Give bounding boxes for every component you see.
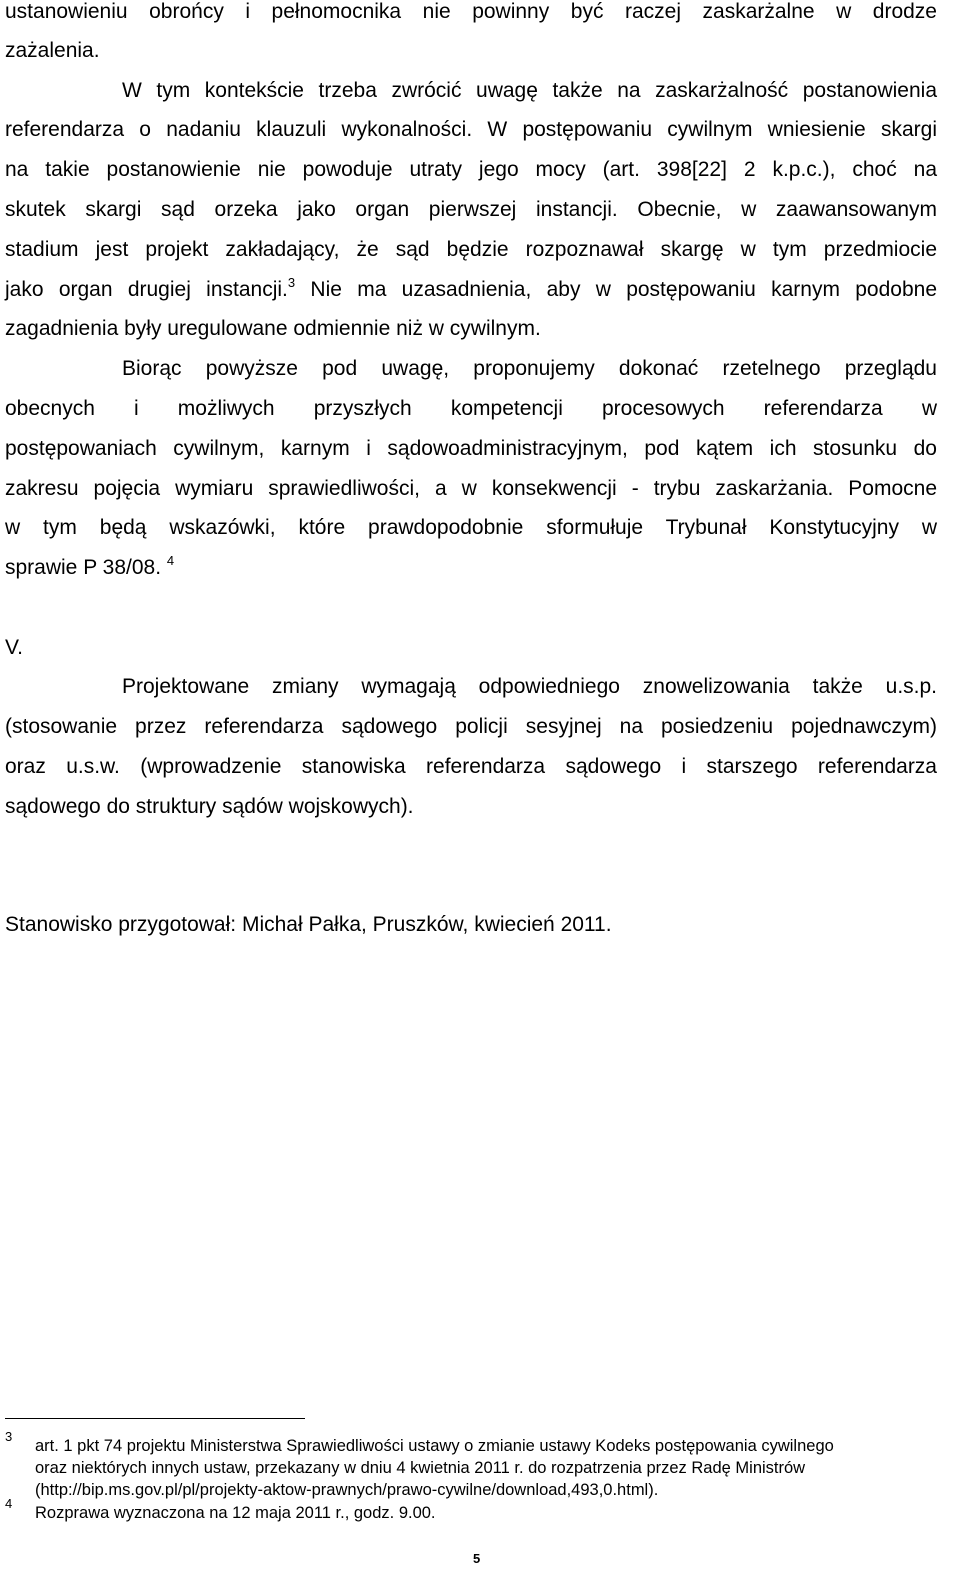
paragraph-line <box>5 553 937 580</box>
footnote-3-line: art. 1 pkt 74 projektu Ministerstwa Sprawiedliwości ustawy o zmianie ustawy Kodeks postępowania cywilnego <box>35 1437 834 1455</box>
text-run: Nie ma uzasadnienia, aby w postępowaniu karnym podobne <box>295 278 937 301</box>
paragraph-line: zażalenia. <box>5 39 100 62</box>
paragraph-line: sądowego do struktury sądów wojskowych). <box>5 795 414 818</box>
signature-line: Stanowisko przygotował: Michał Pałka, Pruszków, kwiecień 2011. <box>5 913 612 936</box>
paragraph-line: ustanowieniu obrońcy i pełnomocnika nie powinny być raczej zaskarżalne w drodze <box>5 0 937 23</box>
text-run: sprawie P 38/08. <box>5 556 162 579</box>
paragraph-line: obecnych i możliwych przyszłych kompetencji procesowych referendarza w <box>5 397 937 420</box>
paragraph-line: w tym będą wskazówki, które prawdopodobnie sformułuje Trybunał Konstytucyjny w <box>5 516 937 539</box>
footnote-4-line: Rozprawa wyznaczona na 12 maja 2011 r., godz. 9.00. <box>35 1504 436 1522</box>
footnote-ref-4[interactable]: 4 <box>166 553 175 568</box>
paragraph-line: oraz u.s.w. (wprowadzenie stanowiska referendarza sądowego i starszego referendarza <box>5 755 937 778</box>
footnote-ref-3[interactable]: 3 <box>287 275 296 290</box>
footnote-number-3: 3 <box>5 1429 13 1444</box>
footnote-3-link[interactable]: (http://bip.ms.gov.pl/pl/projekty-aktow-prawnych/prawo-cywilne/download,493,0.html). <box>35 1481 659 1499</box>
paragraph-line: Projektowane zmiany wymagają odpowiedniego znowelizowania także u.s.p. <box>122 675 937 698</box>
text-run: jako organ drugiej instancji. <box>5 278 288 301</box>
paragraph-line: referendarza o nadaniu klauzuli wykonalności. W postępowaniu cywilnym wniesienie skargi <box>5 118 937 141</box>
page-number: 5 <box>473 1551 481 1566</box>
paragraph-line: Biorąc powyższe pod uwagę, proponujemy dokonać rzetelnego przeglądu <box>122 357 937 380</box>
footnote-number-4: 4 <box>5 1496 13 1511</box>
paragraph-line: (stosowanie przez referendarza sądowego policji sesyjnej na posiedzeniu pojednawczym) <box>5 715 937 738</box>
paragraph-line: postępowaniach cywilnym, karnym i sądowoadministracyjnym, pod kątem ich stosunku do <box>5 437 937 460</box>
paragraph-line: stadium jest projekt zakładający, że sąd będzie rozpoznawał skargę w tym przedmiocie <box>5 238 937 261</box>
paragraph-line: zagadnienia były uregulowane odmiennie niż w cywilnym. <box>5 317 541 340</box>
paragraph-line <box>5 275 937 302</box>
section-heading: V. <box>5 636 23 659</box>
paragraph-line: skutek skargi sąd orzeka jako organ pierwszej instancji. Obecnie, w zaawansowanym <box>5 198 937 221</box>
footnote-3-line: oraz niektórych innych ustaw, przekazany w dniu 4 kwietnia 2011 r. do rozpatrzenia przez Radę Ministrów <box>35 1459 806 1477</box>
paragraph-line: zakresu pojęcia wymiaru sprawiedliwości, a w konsekwencji - trybu zaskarżania. Pomocne <box>5 477 937 500</box>
footnote-separator <box>5 1418 305 1419</box>
paragraph-line: W tym kontekście trzeba zwrócić uwagę także na zaskarżalność postanowienia <box>122 79 937 102</box>
paragraph-line: na takie postanowienie nie powoduje utraty jego mocy (art. 398[22] 2 k.p.c.), choć na <box>5 158 937 181</box>
